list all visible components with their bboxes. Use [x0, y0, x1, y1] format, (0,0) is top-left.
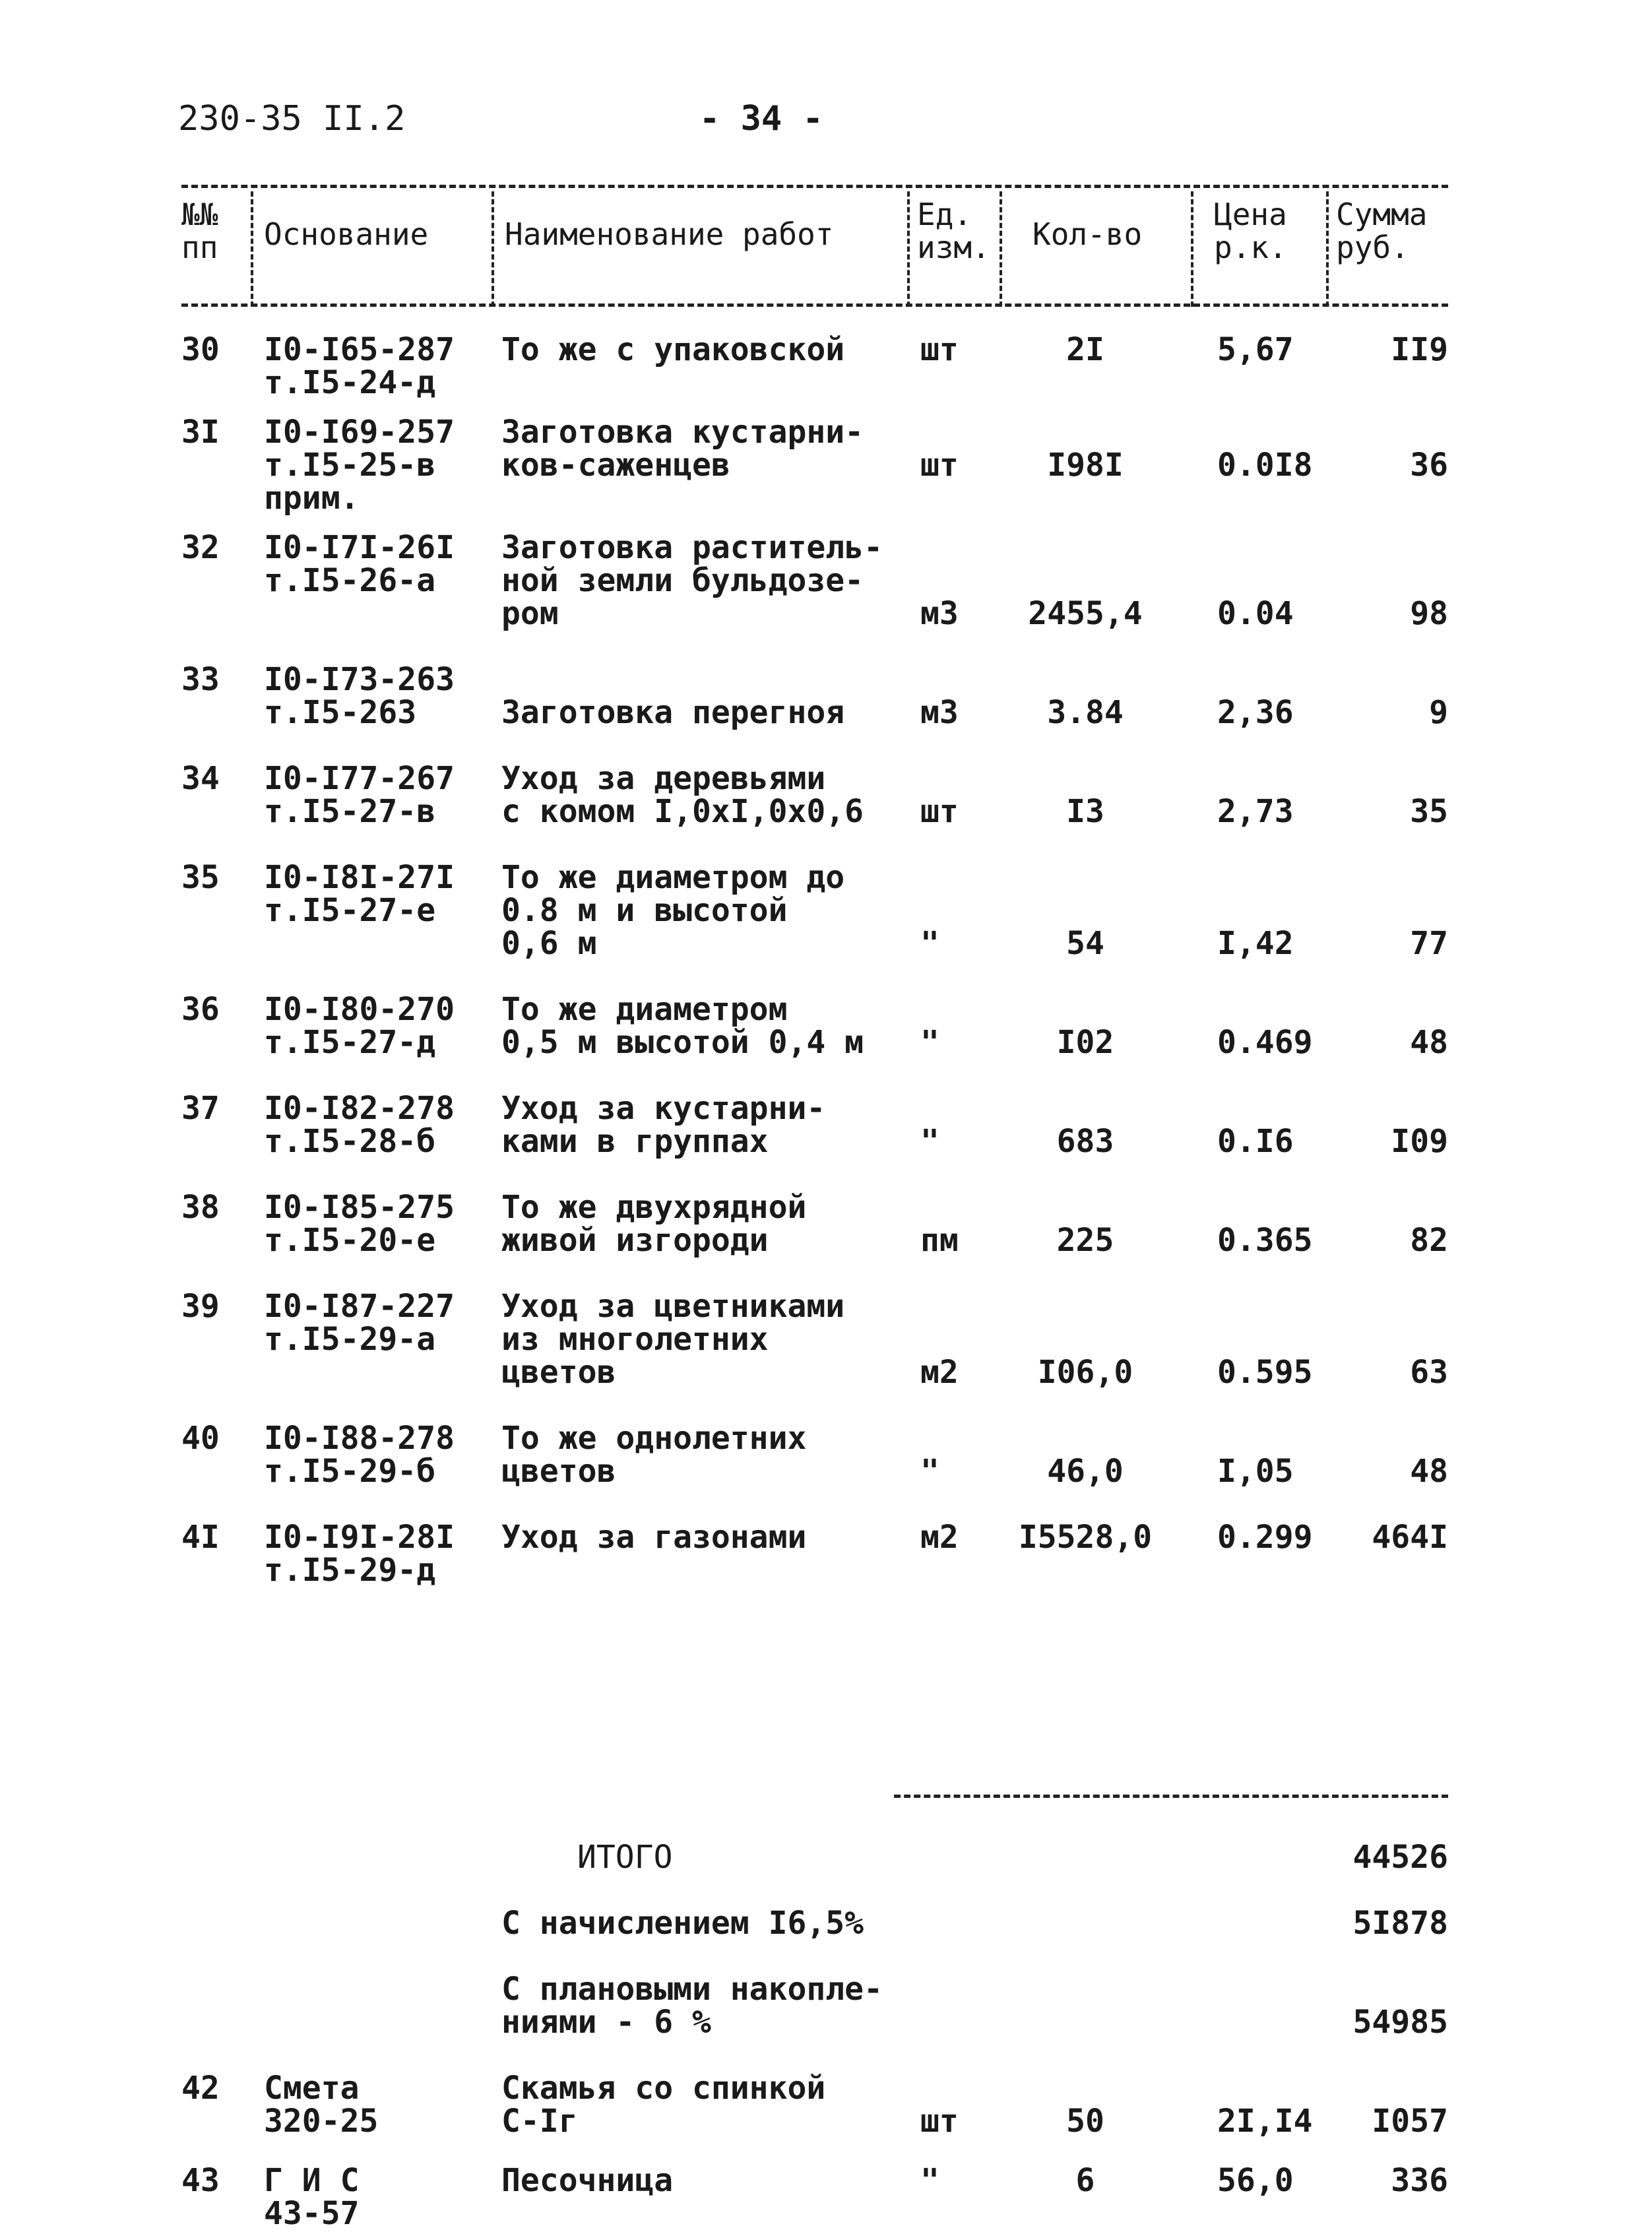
row-name: Заготовка кустарни- ков-саженцев: [501, 414, 864, 484]
row-unit: шт: [920, 2103, 959, 2140]
row-basis: Г И С 43-57: [264, 2162, 360, 2232]
accrual-label: С начислением I6,5%: [501, 1905, 864, 1942]
row-num: 34: [181, 760, 220, 797]
table-top-rule: [181, 185, 1448, 188]
row-num: 40: [181, 1420, 220, 1457]
row-num: 32: [181, 529, 220, 566]
row-sum: 48: [1410, 1024, 1448, 1061]
row-unit: шт: [920, 331, 959, 368]
doc-code: 230-35 II.2: [178, 99, 406, 139]
header-sum: Сумма руб.: [1336, 197, 1428, 265]
header-price: Цена р.к.: [1214, 197, 1287, 265]
row-unit: м2: [920, 1354, 959, 1391]
row-name: То же с упаковской: [501, 331, 845, 368]
row-unit: м3: [920, 595, 959, 632]
row-price: 0.595: [1217, 1354, 1313, 1391]
row-name: То же диаметром до 0.8 м и высотой 0,6 м: [501, 859, 845, 962]
table-header-rule: [181, 303, 1448, 307]
row-qty: 54: [1066, 925, 1104, 962]
row-name: Скамья со спинкой С-Iг: [501, 2070, 826, 2140]
row-sum: 36: [1410, 447, 1448, 484]
row-price: 56,0: [1217, 2162, 1294, 2199]
row-qty: 3.84: [1047, 694, 1124, 731]
table-header: [181, 191, 1448, 303]
row-basis: I0-I80-270 т.I5-27-д: [264, 991, 455, 1061]
row-sum: 48: [1410, 1453, 1448, 1490]
row-num: 35: [181, 859, 220, 896]
row-num: 3I: [181, 414, 220, 451]
row-sum: 63: [1410, 1354, 1448, 1391]
row-num: 43: [181, 2162, 220, 2199]
row-qty: I06,0: [1037, 1354, 1133, 1391]
row-num: 42: [181, 2070, 220, 2107]
row-name: Заготовка раститель- ной земли бульдозе- ром: [501, 529, 883, 632]
row-sum: I057: [1372, 2103, 1448, 2140]
row-qty: 50: [1066, 2103, 1104, 2140]
row-qty: 46,0: [1047, 1453, 1124, 1490]
row-basis: I0-I82-278 т.I5-28-б: [264, 1090, 455, 1160]
row-basis: I0-I8I-27I т.I5-27-е: [264, 859, 455, 929]
row-qty: 6: [1075, 2162, 1095, 2199]
row-price: 0.299: [1217, 1519, 1313, 1556]
row-basis: I0-I69-257 т.I5-25-в прим.: [264, 414, 455, 517]
row-basis: I0-I85-275 т.I5-20-е: [264, 1189, 455, 1259]
accrual-value: 5I878: [1352, 1905, 1448, 1942]
row-name: То же двухрядной живой изгороди: [501, 1189, 807, 1259]
row-num: 4I: [181, 1519, 220, 1556]
row-sum: I09: [1391, 1123, 1448, 1160]
total-label: ИТОГО: [577, 1839, 673, 1876]
row-qty: I02: [1056, 1024, 1114, 1061]
row-price: 0.04: [1217, 595, 1294, 632]
row-qty: 2455,4: [1028, 595, 1143, 632]
row-qty: I3: [1066, 793, 1104, 830]
row-price: 0.I6: [1217, 1123, 1294, 1160]
row-sum: II9: [1391, 331, 1448, 368]
header-basis: Основание: [264, 216, 429, 252]
header-num: №№ пп: [181, 197, 218, 265]
row-name: Уход за деревьями с комом I,0xI,0x0,6: [501, 760, 864, 830]
row-basis: I0-I7I-26I т.I5-26-а: [264, 529, 455, 599]
column-separator: [251, 191, 253, 307]
row-num: 39: [181, 1288, 220, 1325]
column-separator: [1000, 191, 1002, 307]
row-name: То же однолетних цветов: [501, 1420, 807, 1490]
row-unit: шт: [920, 447, 959, 484]
row-basis: I0-I87-227 т.I5-29-а: [264, 1288, 455, 1358]
page-number: - 34 -: [699, 99, 823, 139]
row-unit: шт: [920, 793, 959, 830]
row-unit: ": [920, 1024, 939, 1061]
planned-label: С плановыми накопле- ниями - 6 %: [501, 1971, 883, 2041]
row-sum: 464I: [1372, 1519, 1448, 1556]
row-qty: 683: [1056, 1123, 1114, 1160]
row-qty: I5528,0: [1018, 1519, 1153, 1556]
column-separator: [492, 191, 494, 307]
header-qty: Кол-во: [1032, 216, 1143, 252]
total-value: 44526: [1352, 1839, 1448, 1876]
row-unit: ": [920, 1123, 939, 1160]
totals-rule: [894, 1795, 1448, 1798]
row-num: 30: [181, 331, 220, 368]
row-unit: ": [920, 1453, 939, 1490]
column-separator: [1326, 191, 1329, 307]
row-sum: 9: [1429, 694, 1448, 731]
planned-value: 54985: [1352, 2004, 1448, 2041]
row-unit: м2: [920, 1519, 959, 1556]
row-price: 2,36: [1217, 694, 1294, 731]
row-basis: I0-I77-267 т.I5-27-в: [264, 760, 455, 830]
row-qty: 2I: [1066, 331, 1104, 368]
row-sum: 82: [1410, 1222, 1448, 1259]
column-separator: [1191, 191, 1193, 307]
page-header: [178, 99, 1498, 152]
row-unit: пм: [920, 1222, 959, 1259]
header-unit: Ед. изм.: [917, 197, 990, 265]
header-name: Наименование работ: [505, 216, 834, 252]
row-num: 36: [181, 991, 220, 1028]
row-num: 33: [181, 661, 220, 698]
column-separator: [907, 191, 910, 307]
row-unit: ": [920, 925, 939, 962]
row-price: 0.469: [1217, 1024, 1313, 1061]
row-name: То же диаметром 0,5 м высотой 0,4 м: [501, 991, 864, 1061]
row-basis: I0-I73-263 т.I5-263: [264, 661, 455, 731]
row-name: Заготовка перегноя: [501, 694, 845, 731]
row-num: 38: [181, 1189, 220, 1226]
row-basis: I0-I9I-28I т.I5-29-д: [264, 1519, 455, 1589]
row-unit: м3: [920, 694, 959, 731]
row-price: 2,73: [1217, 793, 1294, 830]
row-qty: 225: [1056, 1222, 1114, 1259]
row-price: 0.365: [1217, 1222, 1313, 1259]
row-name: Уход за кустарни- ками в группах: [501, 1090, 826, 1160]
row-basis: I0-I65-287 т.I5-24-д: [264, 331, 455, 401]
row-name: Уход за газонами: [501, 1519, 807, 1556]
row-sum: 98: [1410, 595, 1448, 632]
row-basis: Смета 320-25: [264, 2070, 379, 2140]
row-price: 0.0I8: [1217, 447, 1313, 484]
row-sum: 336: [1391, 2162, 1448, 2199]
row-price: 5,67: [1217, 331, 1294, 368]
row-name: Уход за цветниками из многолетних цветов: [501, 1288, 845, 1391]
row-price: I,42: [1217, 925, 1294, 962]
row-num: 37: [181, 1090, 220, 1127]
row-name: Песочница: [501, 2162, 674, 2199]
row-basis: I0-I88-278 т.I5-29-б: [264, 1420, 455, 1490]
row-price: 2I,I4: [1217, 2103, 1313, 2140]
row-price: I,05: [1217, 1453, 1294, 1490]
row-unit: ": [920, 2162, 939, 2199]
row-sum: 35: [1410, 793, 1448, 830]
row-sum: 77: [1410, 925, 1448, 962]
row-qty: I98I: [1047, 447, 1124, 484]
